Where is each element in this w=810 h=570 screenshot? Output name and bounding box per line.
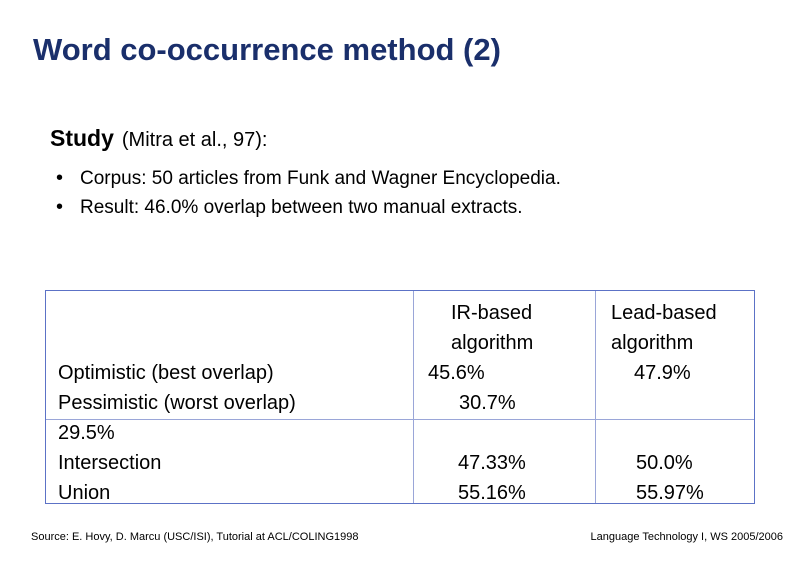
- ir-header-line2: algorithm: [451, 332, 534, 354]
- ir-value-union: 55.16%: [458, 482, 526, 504]
- lead-value-union: 55.97%: [636, 482, 704, 504]
- bullet-dot-icon: •: [56, 167, 64, 189]
- study-citation: (Mitra et al., 97):: [121, 129, 268, 151]
- row-value-pessimistic-lead: 29.5%: [58, 422, 115, 444]
- row-label-intersection: Intersection: [58, 452, 162, 474]
- row-label-union: Union: [58, 482, 111, 504]
- study-heading: [50, 125, 268, 152]
- slide-title: Word co-occurrence method (2): [33, 32, 501, 67]
- table-divider: [413, 291, 414, 503]
- ir-header-line1: IR-based: [451, 302, 533, 324]
- lead-header-line1: Lead-based: [611, 302, 717, 324]
- table-divider: [46, 419, 754, 420]
- bullet-item: • Corpus: 50 articles from Funk and Wagner Encyclopedia.: [56, 164, 561, 193]
- bullet-dot-icon: •: [56, 196, 64, 218]
- table-divider: [595, 291, 596, 503]
- row-label-pessimistic: Pessimistic (worst overlap): [58, 392, 296, 414]
- row-label-optimistic: Optimistic (best overlap): [58, 362, 274, 384]
- lead-value-intersection: 50.0%: [636, 452, 693, 474]
- lead-header-line2: algorithm: [611, 332, 694, 354]
- footer-source: Source: E. Hovy, D. Marcu (USC/ISI), Tutorial at ACL/COLING1998: [31, 531, 359, 543]
- footer-course: Language Technology I, WS 2005/2006: [590, 531, 783, 543]
- lead-value-optimistic: 47.9%: [634, 362, 691, 384]
- ir-value-intersection: 47.33%: [458, 452, 526, 474]
- ir-value-pessimistic: 30.7%: [459, 392, 516, 414]
- bullet-list: [56, 164, 561, 222]
- study-label: Study: [50, 125, 114, 151]
- ir-value-optimistic: 45.6%: [428, 362, 485, 384]
- results-table: [45, 290, 755, 504]
- bullet-item: • Result: 46.0% overlap between two manual extracts.: [56, 193, 561, 222]
